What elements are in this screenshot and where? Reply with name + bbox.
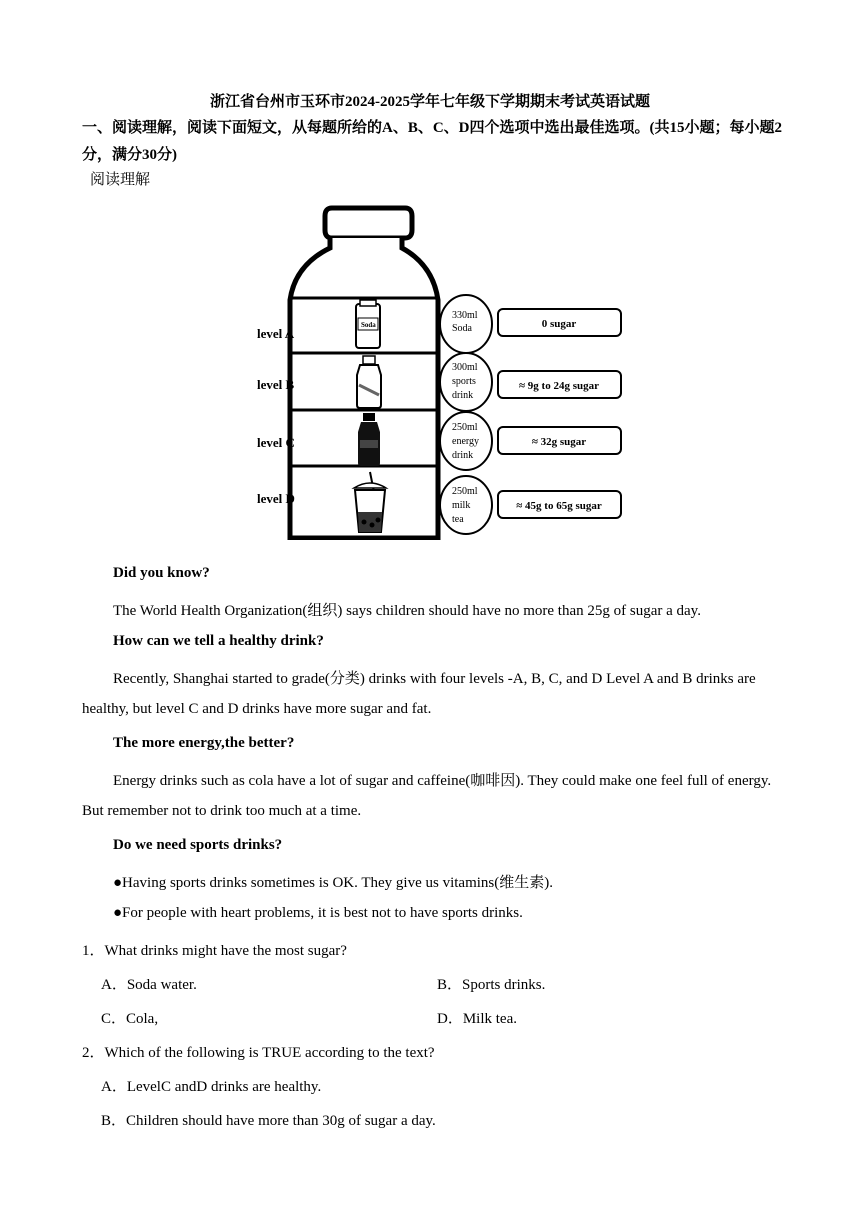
passage-bullet-2: ●For people with heart problems, it is best not to have sports drinks. (113, 905, 523, 921)
svg-text:≈ 45g to 65g sugar: ≈ 45g to 65g sugar (516, 500, 602, 512)
svg-text:Soda: Soda (452, 323, 472, 334)
svg-text:sports: sports (452, 376, 476, 387)
passage-paragraph-2b: healthy, but level C and D drinks have more sugar and fat. (82, 701, 432, 717)
svg-text:300ml: 300ml (452, 362, 478, 373)
level-a-volume-badge (440, 295, 492, 353)
svg-text:330ml: 330ml (452, 310, 478, 321)
svg-text:energy: energy (452, 436, 480, 447)
level-b-label: level B (257, 377, 295, 392)
bottle-cap (325, 208, 412, 238)
bottle-illustration (250, 200, 630, 540)
question-2-option-b: B．Children should have more than 30g of sugar a day. (101, 1113, 436, 1129)
level-c-label: level C (257, 435, 295, 450)
passage-paragraph-1: The World Health Organization(组织) says children should have no more than 25g of sugar a day. (113, 603, 701, 619)
svg-text:250ml: 250ml (452, 422, 478, 433)
passage-paragraph-3a: Energy drinks such as cola have a lot of sugar and caffeine(咖啡因). They could make one feel full of energy. (113, 773, 772, 789)
page-title: 浙江省台州市玉环市2024-2025学年七年级下学期期末考试英语试题 (210, 94, 650, 110)
question-2-option-a: A．LevelC andD drinks are healthy. (101, 1079, 322, 1095)
level-d-label: level D (257, 491, 295, 506)
level-b-volume-badge (440, 353, 492, 411)
question-1: 1．What drinks might have the most sugar? (82, 943, 347, 959)
passage-paragraph-2a: Recently, Shanghai started to grade(分类) drinks with four levels -A, B, C, and D Level A and B drinks are (113, 671, 756, 687)
svg-text:milk: milk (452, 500, 471, 511)
svg-text:Soda: Soda (361, 321, 376, 329)
question-1-option-b: B．Sports drinks. (437, 977, 546, 993)
svg-text:≈ 32g sugar: ≈ 32g sugar (531, 436, 587, 448)
question-1-option-c: C．Cola, (101, 1011, 159, 1027)
question-1-option-a: A．Soda water. (101, 977, 197, 993)
svg-text:drink: drink (452, 390, 474, 401)
level-c-volume-badge (440, 412, 492, 470)
level-d-volume-badge (440, 476, 492, 534)
level-b-sugar-box (498, 371, 621, 398)
level-a-sugar-box (498, 309, 621, 336)
question-1-option-d: D．Milk tea. (437, 1011, 517, 1027)
svg-text:drink: drink (452, 450, 474, 461)
passage-heading-3: The more energy,the better? (113, 735, 295, 751)
question-2: 2．Which of the following is TRUE according to the text? (82, 1045, 435, 1061)
passage-heading-1: Did you know? (113, 565, 210, 581)
level-d-sugar-box (498, 491, 621, 518)
soda-can-icon (356, 300, 380, 348)
level-c-sugar-box (498, 427, 621, 454)
passage-paragraph-3b: But remember not to drink too much at a time. (82, 803, 362, 819)
subsection-label: 阅读理解 (90, 172, 151, 188)
level-a-label: level A (257, 326, 295, 341)
svg-text:250ml: 250ml (452, 486, 478, 497)
section-heading: 一、阅读理解，阅读下面短文，从每题所给的A、B、C、D四个选项中选出最佳选项。(共15小题；每小题2分，满分30分) (82, 120, 783, 163)
passage-bullet-1: ●Having sports drinks sometimes is OK. They give us vitamins(维生素). (113, 875, 554, 891)
svg-text:tea: tea (452, 514, 464, 525)
passage-heading-4: Do we need sports drinks? (113, 837, 283, 853)
svg-text:≈ 9g to 24g sugar: ≈ 9g to 24g sugar (519, 380, 599, 392)
drink-levels-figure (250, 200, 630, 545)
svg-text:0 sugar: 0 sugar (541, 318, 577, 330)
passage-heading-2: How can we tell a healthy drink? (113, 633, 324, 649)
